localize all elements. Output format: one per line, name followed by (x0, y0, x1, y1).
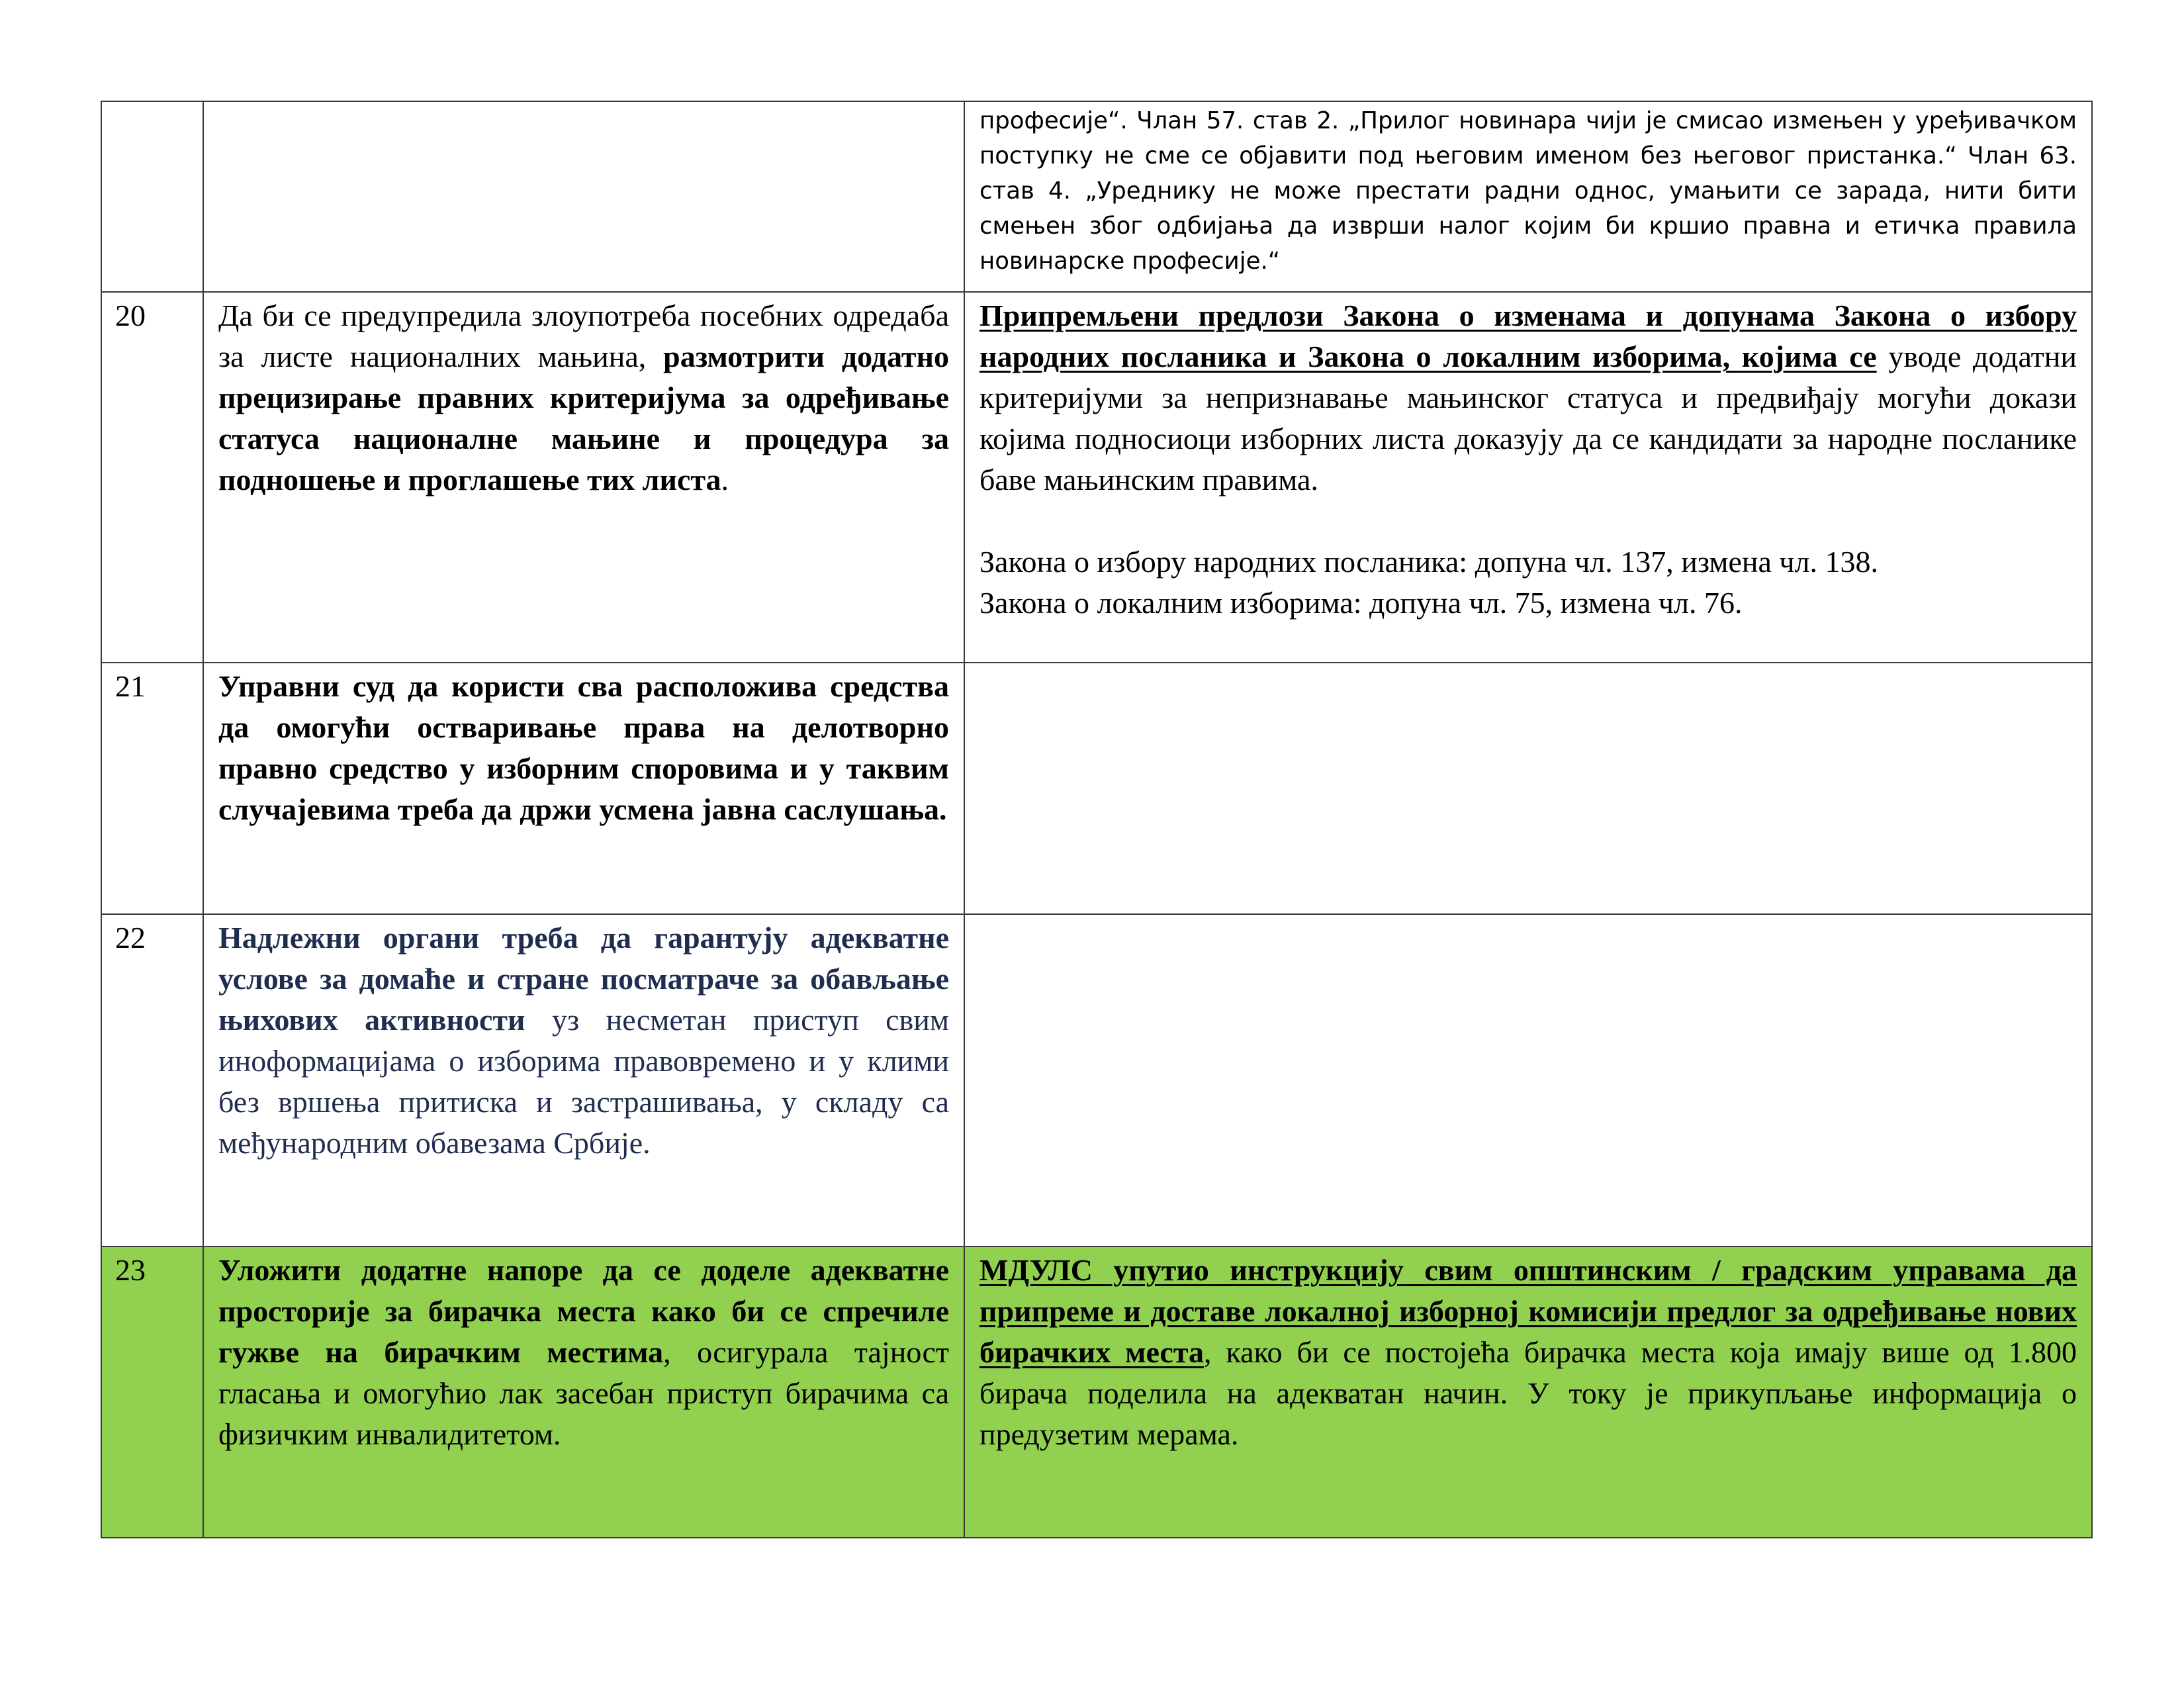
activity-text: Припремљени предлози Закона о изменама и допунама Закона о избору народних посланика и Закона о локалним изборима, којима се уводе додатни критеријуми за непризнавање мањинског статуса и предвиђају могући докази којима подносиоци изборних листа доказују да се кандидати за народне посланике баве мањинским правима. (979, 299, 2077, 496)
recommendation-cell (203, 101, 964, 292)
law-reference: Закона о избору народних посланика: допуна чл. 137, измена чл. 138. (979, 545, 1879, 579)
table-row (101, 663, 2092, 914)
row-number: 22 (101, 914, 203, 1246)
activity-cell (964, 663, 2092, 914)
recommendation-text: Надлежни органи треба да гарантују адекватне услове за домаће и стране посматраче за обављање њихових активности уз несметан приступ свим иноформацијама о изборима правовремено и у клими без вршења притиска и застрашивања, у складу са међународним обавезама Србије. (218, 921, 950, 1160)
table-row (101, 914, 2092, 1246)
row-number: 20 (101, 292, 203, 663)
table-row (101, 292, 2092, 663)
recommendation-cell (203, 663, 964, 914)
activity-cell (964, 101, 2092, 292)
activity-cell (964, 914, 2092, 1246)
continuation-text: професије“. Члан 57. став 2. „Прилог новинара чији је смисао измењен у уређивачком поступку не сме се објавити под његовим именом без његовог пристанка.“ Члан 63. став 4. „Уреднику не може престати радни однос, умањити се зарада, нити бити смењен због одбијања да изврши налог којим би кршио правна и етичка правила новинарске професије.“ (979, 107, 2077, 275)
row-number-cell (101, 101, 203, 292)
row-number: 21 (101, 663, 203, 914)
recommendation-cell (203, 914, 964, 1246)
activity-cell (964, 292, 2092, 663)
activity-text: МДУЛС упутио инструкцију свим општинским / градским управама да припреме и доставе локалној изборној комисији предлог за одређивање нових бирачких места, како би се постојећа бирачка места која имају више од 1.800 бирача поделила на адекватан начин. У току је прикупљање информација о предузетим мерама. (979, 1253, 2077, 1451)
recommendation-emphasis: размотрити додатно прецизирање правних критеријума за одређивање статуса националне мањине и процедура за подношење и проглашење тих листа (218, 340, 949, 496)
activity-cell (964, 1246, 2092, 1538)
table-row (101, 101, 2092, 292)
activity-emphasis: МДУЛС упутио инструкцију свим општинским / градским управама да припреме и доставе локалној изборној комисији предлог за одређивање нових бирачких места (979, 1253, 2077, 1369)
recommendation-text: Да би се предупредила злоупотреба посебних одредаба за листе националних мањина, размотрити додатно прецизирање правних критеријума за одређивање статуса националне мањине и процедура за подношење и проглашење тих листа. (218, 299, 949, 496)
recommendation-emphasis: Надлежни органи треба да гарантују адекватне услове за домаће и стране посматраче за обављање њихових активности (218, 921, 949, 1037)
recommendation-text: Уложити додатне напоре да се доделе адекватне просторије за бирачка места како би се спречиле гужве на бирачким местима, осигурала тајност гласања и омогућио лак засебан приступ бирачима са физичким инвалидитетом. (218, 1253, 949, 1451)
recommendation-cell (203, 1246, 964, 1538)
recommendation-emphasis: Уложити додатне напоре да се доделе адекватне просторије за бирачка места како би се спречиле гужве на бирачким местима (218, 1253, 949, 1369)
law-reference: Закона о локалним изборима: допуна чл. 75, измена чл. 76. (979, 586, 1743, 620)
recommendation-text: Управни суд да користи сва расположива средства да омогући остваривање права на делотворно правно средство у изборним споровима и у таквим случајевима треба да држи усмена јавна саслушања. (218, 669, 949, 826)
measures-table (101, 101, 2093, 1538)
activity-emphasis: Припремљени предлози Закона о изменама и допунама Закона о избору народних посланика и Закона о локалним изборима, којима се (979, 299, 2077, 373)
table-row-highlighted (101, 1246, 2092, 1538)
row-number: 23 (101, 1246, 203, 1538)
recommendation-cell (203, 292, 964, 663)
